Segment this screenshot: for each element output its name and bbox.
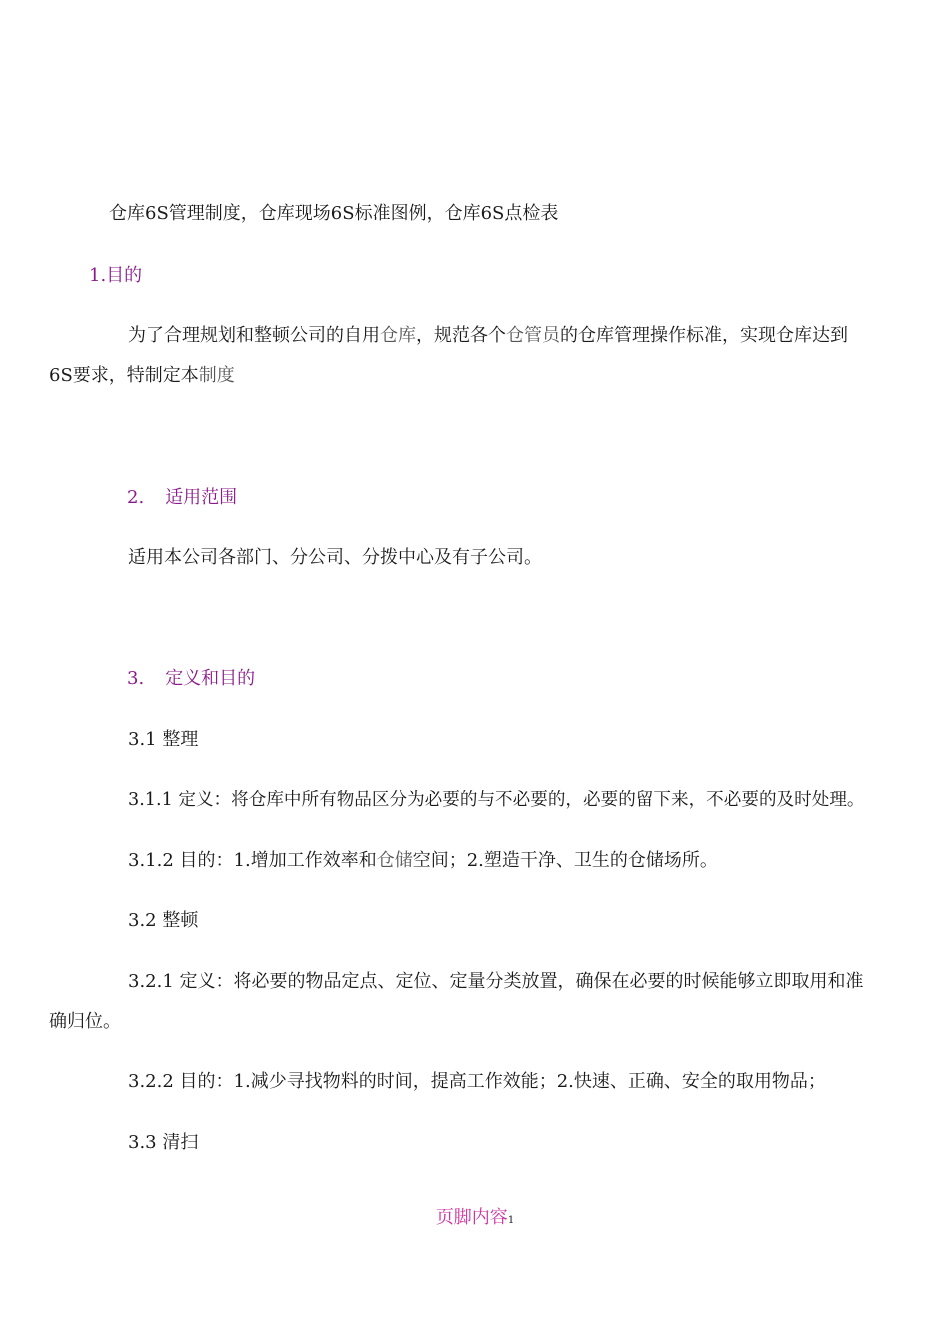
link-warehouse: 仓库 (380, 325, 416, 346)
subsection-3-1-1: 3.1.1 定义：将仓库中所有物品区分为必要的与不必要的，必要的留下来，不必要的及时处理。 (128, 790, 865, 810)
subsection-3-3-title: 3.3 清扫 (128, 1132, 199, 1153)
section-1-heading: 1.目的 (89, 265, 143, 286)
subsection-3-1-2: 3.1.2 目的：1.增加工作效率和仓储空间；2.塑造干净、卫生的仓储场所。 (128, 850, 718, 871)
subsection-3-2-2: 3.2.2 目的：1.减少寻找物料的时间，提高工作效能；2.快速、正确、安全的取用物品； (128, 1071, 826, 1092)
section-2-number: 2. (127, 487, 145, 508)
link-system: 制度 (198, 365, 235, 386)
section-3-title: 定义和目的 (165, 668, 256, 689)
section-1-paragraph-line-1: 为了合理规划和整顿公司的自用仓库，规范各个仓管员的仓库管理操作标准，实现仓库达到 (128, 325, 848, 346)
subsection-3-1-title: 3.1 整理 (128, 729, 199, 750)
link-warehouse-keeper: 仓管员 (506, 325, 560, 346)
page-number: 1 (507, 1215, 515, 1226)
section-2-paragraph: 适用本公司各部门、分公司、分拨中心及有子公司。 (128, 547, 542, 568)
section-2-title: 适用范围 (165, 487, 238, 508)
subsection-3-2-1-line-1: 3.2.1 定义：将必要的物品定点、定位、定量分类放置，确保在必要的时候能够立即取用和准 (128, 971, 864, 992)
section-2-heading (127, 486, 237, 510)
link-storage: 仓储 (376, 850, 413, 871)
section-3-number: 3. (127, 668, 145, 689)
subsection-3-2-title: 3.2 整顿 (128, 910, 199, 931)
document-title: 仓库6S管理制度，仓库现场6S标准图例，仓库6S点检表 (109, 203, 559, 224)
page-footer (0, 1206, 950, 1233)
section-3-heading (127, 667, 255, 691)
footer-text: 页脚内容 (435, 1207, 508, 1228)
section-1-paragraph-line-2: 6S要求，特制定本制度 (49, 365, 235, 386)
subsection-3-2-1-line-2: 确归位。 (49, 1011, 121, 1032)
